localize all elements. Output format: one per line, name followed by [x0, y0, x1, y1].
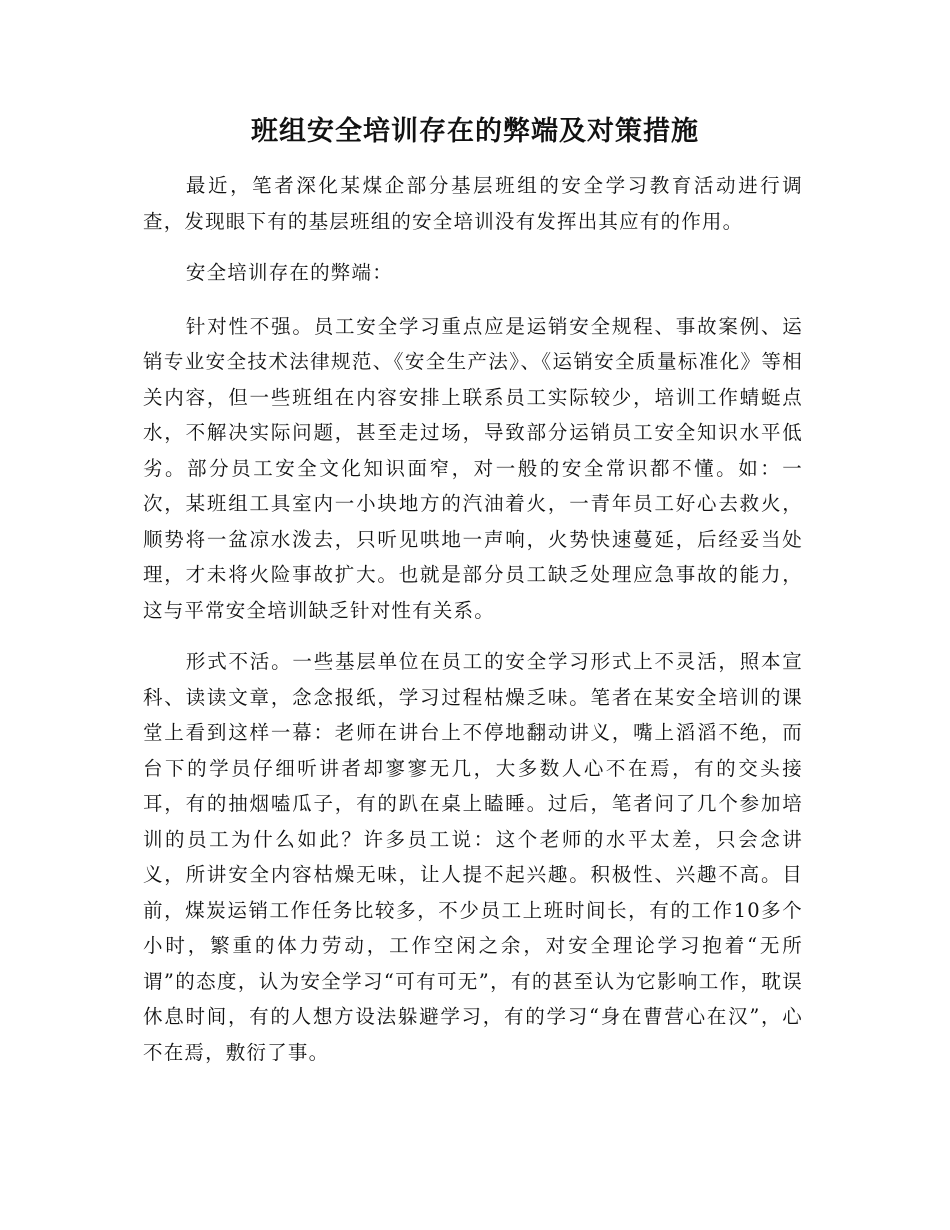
document-title: 班组安全培训存在的弊端及对策措施 — [251, 116, 699, 147]
section-heading-drawbacks: 安全培训存在的弊端： — [185, 261, 393, 284]
paragraph-lack-of-focus: 针对性不强。员工安全学习重点应是运销安全规程、事故案例、运销专业安全技术法律规范、《安全生产法》、《运销安全质量标准化》等相关内容，但一些班组在内容安排上联系员工实际较少，培训工作蜻蜓点水，不解决实际问题，甚至走过场，导致部分运销员工安全知识水平低劣。部分员工安全文化知识面窄，对一般的安全常识都不懂。如：一次，某班组工具室内一小块地方的汽油着火，一青年员工好心去救火，顺势将一盆凉水泼去，只听见哄地一声响，火势快速蔓延，后经妥当处理，才未将火险事故扩大。也就是部分员工缺乏处理应急事故的能力，这与平常安全培训缺乏针对性有关系。 — [143, 314, 803, 622]
paragraph-inflexible-format: 形式不活。一些基层单位在员工的安全学习形式上不灵活，照本宣科、读读文章，念念报纸，学习过程枯燥乏味。笔者在某安全培训的课堂上看到这样一幕：老师在讲台上不停地翻动讲义，嘴上滔滔不绝，而台下的学员仔细听讲者却寥寥无几，大多数人心不在焉，有的交头接耳，有的抽烟嗑瓜子，有的趴在桌上瞌睡。过后，笔者问了几个参加培训的员工为什么如此？许多员工说：这个老师的水平太差，只会念讲义，所讲安全内容枯燥无味，让人提不起兴趣。积极性、兴趣不高。目前，煤炭运销工作任务比较多，不少员工上班时间长，有的工作10多个小时，繁重的体力劳动，工作空闲之余，对安全理论学习抱着“无所谓”的态度，认为安全学习“可有可无”，有的甚至认为它影响工作，耽误休息时间，有的人想方设法躲避学习，有的学习“身在曹营心在汉”，心不在焉，敷衍了事。 — [143, 650, 803, 1064]
paragraph-intro: 最近，笔者深化某煤企部分基层班组的安全学习教育活动进行调查，发现眼下有的基层班组的安全培训没有发挥出其应有的作用。 — [143, 174, 803, 233]
document-body — [143, 168, 803, 1086]
